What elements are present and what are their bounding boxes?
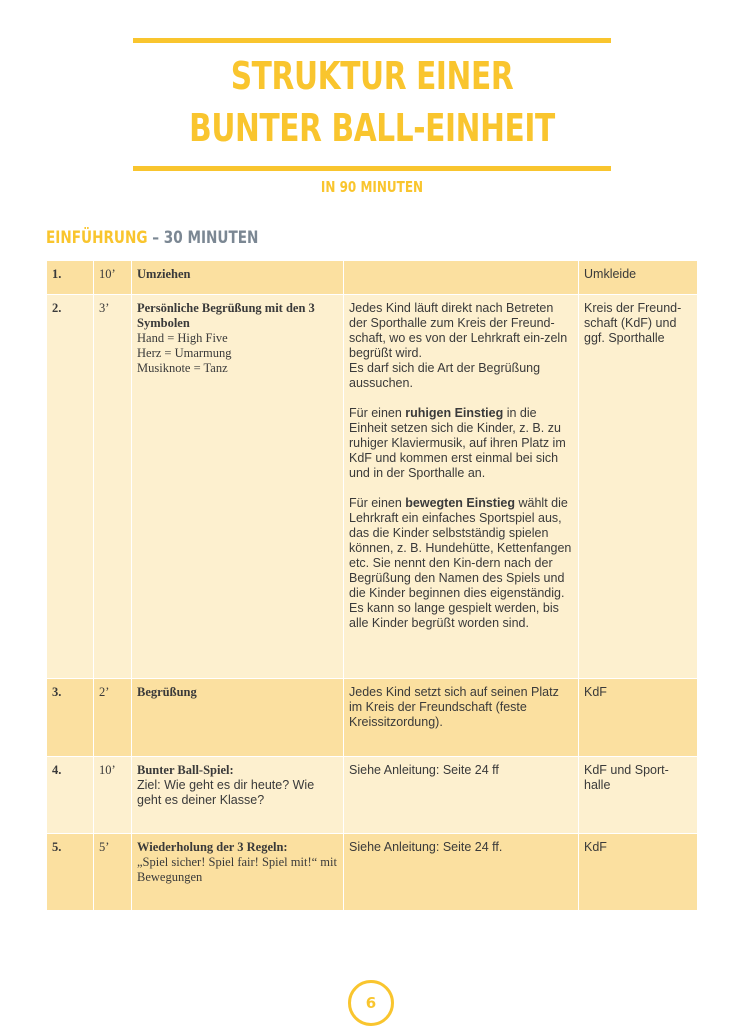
row-number: 5.	[47, 834, 94, 911]
row-place: Umkleide	[579, 261, 698, 295]
table-row	[47, 261, 698, 295]
row-place: KdF und Sport-halle	[579, 757, 698, 834]
row-description	[344, 295, 579, 679]
table-row	[47, 757, 698, 834]
title-line-2: BUNTER BALL-EINHEIT	[189, 106, 555, 150]
description-paragraph: Für einen bewegten Einstieg wählt die Lehrkraft ein einfaches Sportspiel aus, das die Kinder selbstständig spielen können, z. B. Hundehütte, Kettenfangen etc. Sie nennt den Kin-dern nach der Begrüßung den Namen des Spiels und die Kinder beginnen dies eigenständig.	[349, 496, 572, 600]
activity-line: Herz = Umarmung	[137, 346, 232, 360]
section-heading	[46, 228, 258, 248]
page-number: 6	[365, 994, 377, 1012]
section-duration: – 30 MINUTEN	[147, 228, 259, 248]
description-paragraph: Jedes Kind läuft direkt nach Betreten der Sporthalle zum Kreis der Freund-schaft, wo es von der Lehrkraft ein-zeln begrüßt wird.	[349, 301, 568, 360]
row-activity	[132, 757, 344, 834]
header-rule-top	[133, 38, 611, 43]
row-place: KdF	[579, 679, 698, 757]
row-place: KdF	[579, 834, 698, 911]
table-row	[47, 295, 698, 679]
row-place: Kreis der Freund-schaft (KdF) und ggf. Sporthalle	[579, 295, 698, 679]
row-description: Siehe Anleitung: Seite 24 ff	[344, 757, 579, 834]
activity-line: Musiknote = Tanz	[137, 361, 228, 375]
activity-title: Wiederholung der 3 Regeln:	[137, 840, 288, 854]
table-row	[47, 679, 698, 757]
row-time: 10’	[94, 261, 132, 295]
row-activity: Begrüßung	[132, 679, 344, 757]
row-time: 10’	[94, 757, 132, 834]
header-rule-bottom	[133, 166, 611, 171]
row-number: 1.	[47, 261, 94, 295]
emphasis: bewegten Einstieg	[405, 496, 516, 510]
section-title: EINFÜHRUNG	[46, 228, 148, 248]
schedule-table	[46, 260, 698, 911]
row-description: Siehe Anleitung: Seite 24 ff.	[344, 834, 579, 911]
row-description: Jedes Kind setzt sich auf seinen Platz im Kreis der Freundschaft (feste Kreissitzordung).	[344, 679, 579, 757]
description-paragraph: Für einen ruhigen Einstieg in die Einheit setzen sich die Kinder, z. B. zu ruhiger Klaviermusik, auf ihren Platz im KdF und kommen erst einmal bei sich und in der Sporthalle an.	[349, 406, 566, 480]
activity-text: „Spiel sicher! Spiel fair! Spiel mit!“ mit Bewegungen	[137, 855, 337, 884]
activity-text: Ziel: Wie geht es dir heute? Wie geht es deiner Klasse?	[137, 778, 315, 807]
row-time: 3’	[94, 295, 132, 679]
activity-title: Persönliche Begrüßung mit den 3 Symbolen	[137, 301, 315, 330]
description-paragraph: Es darf sich die Art der Begrüßung aussuchen.	[349, 361, 541, 390]
emphasis: ruhigen Einstieg	[405, 406, 504, 420]
row-number: 3.	[47, 679, 94, 757]
row-number: 4.	[47, 757, 94, 834]
activity-line: Hand = High Five	[137, 331, 228, 345]
page-title	[186, 50, 559, 154]
row-time: 5’	[94, 834, 132, 911]
description-paragraph: Es kann so lange gespielt werden, bis alle Kinder begrüßt worden sind.	[349, 601, 559, 630]
row-activity	[132, 295, 344, 679]
row-activity: Umziehen	[132, 261, 344, 295]
row-number: 2.	[47, 295, 94, 679]
row-description	[344, 261, 579, 295]
page-number-badge	[348, 980, 394, 1026]
row-activity	[132, 834, 344, 911]
table-row	[47, 834, 698, 911]
activity-title: Bunter Ball-Spiel:	[137, 763, 234, 777]
title-line-1: STRUKTUR EINER	[230, 54, 514, 98]
row-time: 2’	[94, 679, 132, 757]
page-subtitle: IN 90 MINUTEN	[320, 178, 424, 196]
